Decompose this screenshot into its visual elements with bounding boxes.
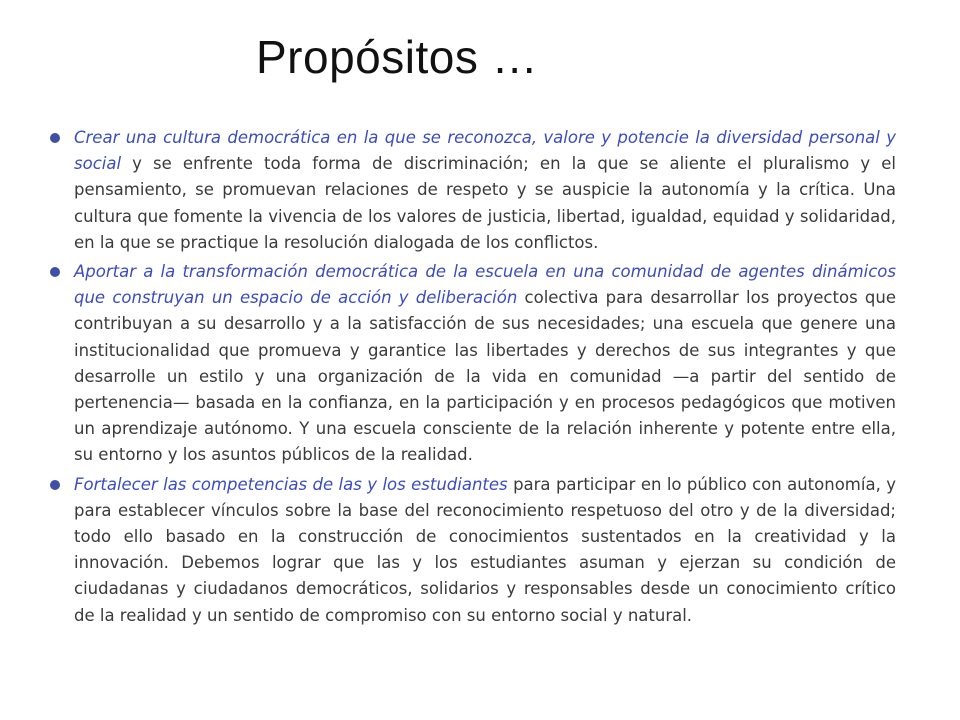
bullet-dot-icon [50,133,60,143]
purpose-item-student-competencies [40,472,896,629]
purpose-lead-text: Aportar a la transformación democrática de la escuela en una comunidad de agentes dinámicos que construyan un espacio de acción y deliberación [74,262,896,308]
slide-title: Propósitos … [256,31,539,83]
bullet-dot-icon [50,267,60,277]
bullet-dot-icon [50,480,60,490]
purposes-list [40,125,896,632]
purpose-item-school-transformation [40,259,896,469]
purpose-lead-text: Crear una cultura democrática en la que se reconozca, valore y potencie la diversidad personal y social [74,128,896,174]
purpose-body-text: colectiva para desarrollar los proyectos que contribuyan a su desarrollo y a la satisfacción de sus necesidades; una escuela que genere una institucionalidad que promueva y garantice las libertades y derechos de sus integrantes y que desarrolle un estilo y una organización de la vida en comunidad —a partir del sentido de pertenencia— basada en la confianza, en la participación y en procesos pedagógicos que motiven un aprendizaje autónomo. Y una escuela consciente de la relación inherente y potente entre ella, su entorno y los asuntos públicos de la realidad. [74,288,896,465]
purpose-body-text: y se enfrente toda forma de discriminación; en la que se aliente el pluralismo y el pensamiento, se promuevan relaciones de respeto y se auspicie la autonomía y la crítica. Una cultura que fomente la vivencia de los valores de justicia, libertad, igualdad, equidad y solidaridad, en la que se practique la resolución dialogada de los conflictos. [74,154,896,252]
purpose-body-text: para participar en lo público con autonomía, y para establecer vínculos sobre la base del reconocimiento respetuoso del otro y de la diversidad; todo ello basado en la construcción de conocimientos sustentados en la creatividad y la innovación. Debemos lograr que las y los estudiantes asuman y ejerzan su condición de ciudadanas y ciudadanos democráticos, solidarios y responsables desde un conocimiento crítico de la realidad y un sentido de compromiso con su entorno social y natural. [74,474,896,625]
purpose-lead-text: Fortalecer las competencias de las y los estudiantes [74,474,508,494]
purpose-item-democratic-culture [40,125,896,256]
